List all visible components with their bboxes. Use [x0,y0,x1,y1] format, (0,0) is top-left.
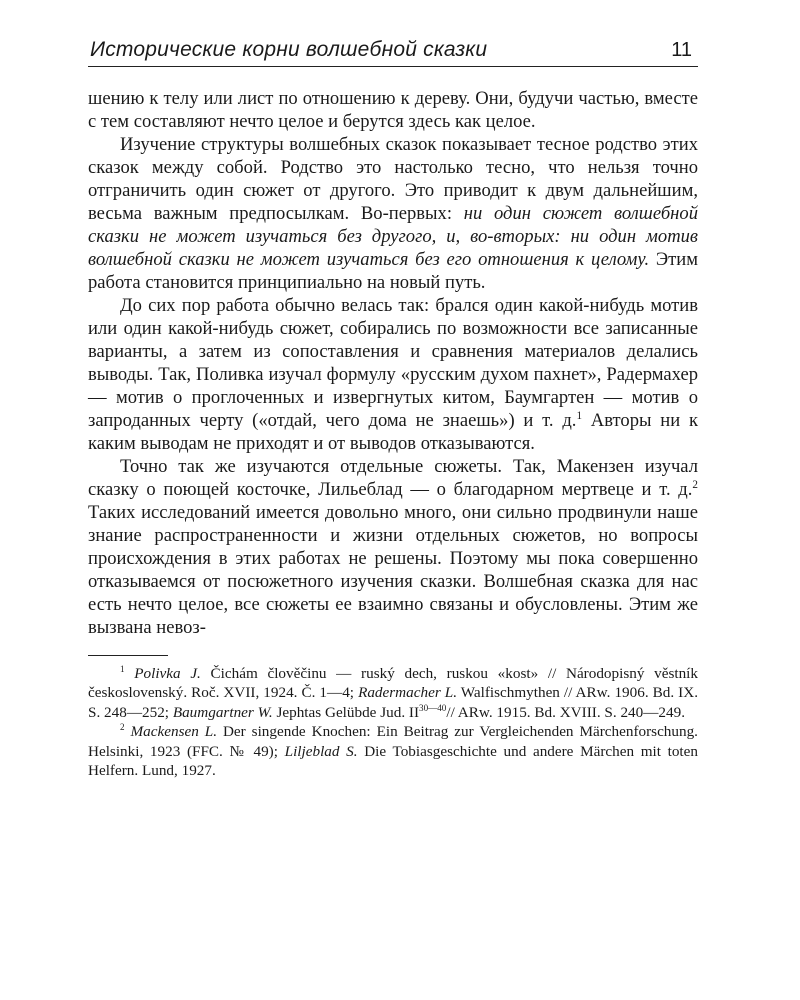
paragraph-3-text-b: Авторы ни к каким выводам не приходят и от выводов отказываются. [88,410,698,454]
footnote-1-number: 1 [120,663,125,674]
running-header [88,38,698,67]
paragraph-2-emphasis: ни один сюжет волшебной сказки не может изучаться без другого, и, во-вторых: ни один мотив волшебной сказки не может изучаться без его отношения к целому. [88,203,698,270]
paragraph-4 [88,455,698,639]
book-page [88,38,698,780]
running-title: Исторические корни волшебной сказки [90,38,488,61]
paragraph-3-text-a: До сих пор работа обычно велась так: брался один какой-нибудь мотив или один какой-нибудь сюжет, собирались по возможности все записанные варианты, а затем из сопоставления и сравнения материалов делались выводы. Так, Поливка изучал формулу «русским духом пахнет», Радермахер — мотив о проглоченных и извергнутых китом, Баумгартен — мотив о запроданных черту («отдай, чего дома не знаешь») и т. д. [88,295,698,431]
main-text [88,87,698,639]
footnote-1-verse-range: 30—40 [419,702,447,713]
paragraph-2 [88,133,698,294]
footnote-1-author-3: Baumgartner W. [172,703,273,721]
paragraph-4-text-b: Таких исследований имеется довольно много, они сильно продвинули наше знание распространенности и жизни отдельных сюжетов, но вопросы происхождения в этих работах не решены. Поэтому мы пока совершенно отказываемся от посюжетного изучения сказки. Волшебная сказка для нас есть нечто целое, все сюжеты ее взаимно связаны и обусловлены. Этим же вызвана невоз- [88,502,698,638]
footnote-ref-2[interactable]: 2 [692,478,698,491]
paragraph-3 [88,294,698,455]
footnote-1-text-4: // ARw. 1915. Bd. XVIII. S. 240—249. [446,703,686,721]
footnote-2 [88,722,698,780]
paragraph-2-text-b: Этим работа становится принципиально на новый путь. [88,249,698,293]
footnote-2-text-1: Der singende Knochen: Ein Beitrag zur Vergleichenden Märchenforschung. Helsinki, 1923 (FFC. № 49); [88,723,698,760]
paragraph-1 [88,87,698,133]
page-number: 11 [671,39,692,61]
footnote-2-number: 2 [120,722,125,733]
footnote-1-text-2: Walfischmythen // ARw. 1906. Bd. IX. S. 248—252; [88,684,698,721]
footnote-2-author-1: Mackensen L. [130,723,218,741]
footnote-1-text-1: Čichám člověčinu — ruský dech, ruskou «kost» // Národopisný věstník československý. Roč. XVII, 1924. Č. 1—4; [88,665,698,702]
footnote-divider [88,655,168,656]
paragraph-2-text-a: Изучение структуры волшебных сказок показывает тесное родство этих сказок между собой. Родство это настолько тесно, что нельзя точно отграничить один сюжет от другого. Это приводит к двум дальнейшим, весьма важным предпосылкам. Во-первых: [88,134,698,224]
footnote-2-author-2: Liljeblad S. [284,742,358,760]
paragraph-4-text-a: Точно так же изучаются отдельные сюжеты. Так, Макензен изучал сказку о поющей косточке, Лильеблад — о благодарном мертвеце и т. д. [88,456,698,500]
footnotes [88,664,698,780]
footnote-1 [88,664,698,722]
footnote-1-author-1: Polivka J. [134,665,201,682]
footnote-ref-1[interactable]: 1 [576,409,583,422]
footnote-1-text-3: Jephtas Gelübde Jud. II [272,703,420,721]
footnote-2-text-2: Die Tobiasgeschichte und andere Märchen mit toten Helfern. Lund, 1927. [88,742,698,780]
paragraph-1-text: шению к телу или лист по отношению к дереву. Они, будучи частью, вместе с тем составляют нечто целое и берутся здесь как целое. [88,88,698,132]
footnote-1-author-2: Radermacher L. [358,684,457,702]
